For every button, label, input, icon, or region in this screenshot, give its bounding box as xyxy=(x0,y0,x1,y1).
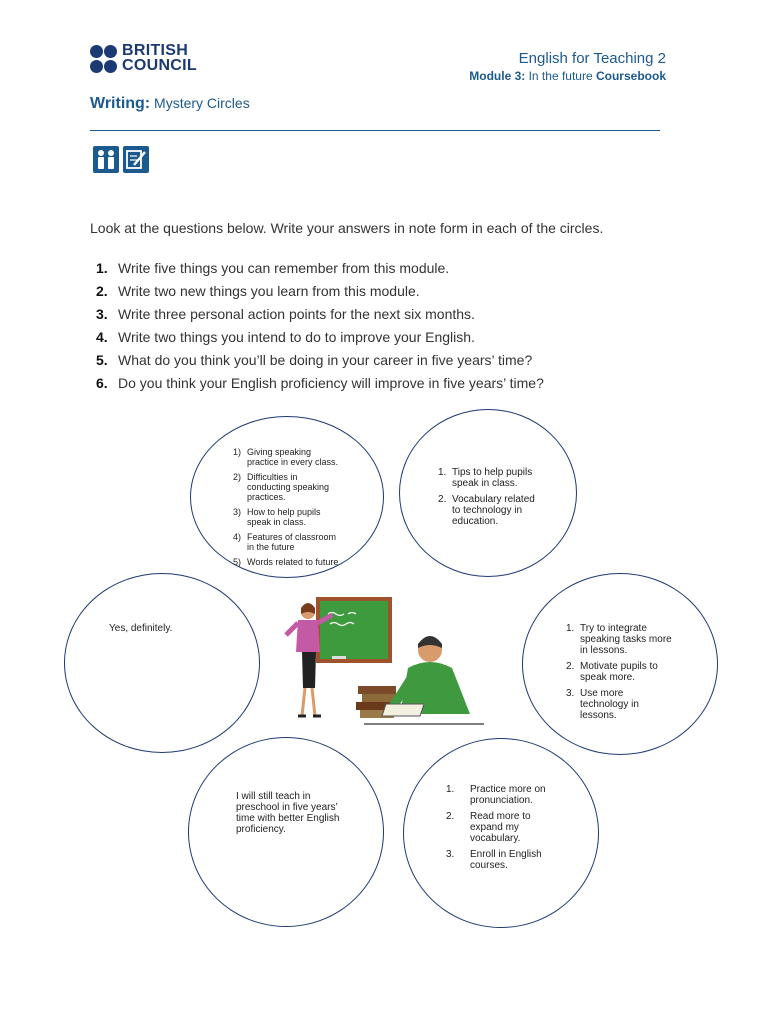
classroom-illustration xyxy=(278,590,488,730)
question-item xyxy=(96,351,544,374)
header-divider xyxy=(90,130,660,131)
question-item xyxy=(96,374,544,397)
question-number: 6. xyxy=(96,375,108,391)
answer-item: 1. Try to integrate speaking tasks more in lessons. xyxy=(566,623,672,656)
question-text: Write two new things you learn from this module. xyxy=(118,283,420,299)
course-title: English for Teaching 2 xyxy=(518,50,666,67)
answer-item: 1. Tips to help pupils speak in class. xyxy=(438,467,533,489)
page-title xyxy=(90,95,250,113)
chalkboard-icon xyxy=(316,597,392,663)
question-list xyxy=(96,259,544,397)
module-line xyxy=(469,68,666,84)
module-suffix: Coursebook xyxy=(595,69,666,83)
british-council-logo xyxy=(90,44,200,76)
question-text: Write two things you intend to do to improve your English. xyxy=(118,329,475,345)
question-item xyxy=(96,259,544,282)
header-course-info xyxy=(469,50,666,84)
circle-3-answer: Yes, definitely. xyxy=(109,623,173,634)
answer-item: 2. Vocabulary related to technology in education. xyxy=(438,494,535,527)
pair-work-icon xyxy=(93,146,119,173)
logo-dots-icon xyxy=(90,45,118,75)
logo-line-1: BRITISH xyxy=(122,42,189,59)
question-item xyxy=(96,328,544,351)
question-number: 5. xyxy=(96,352,108,368)
answer-item: 1. Practice more on pronunciation. xyxy=(446,784,546,806)
answer-item: 2. Read more to expand my vocabulary. xyxy=(446,811,531,844)
answer-item: 2. Motivate pupils to speak more. xyxy=(566,661,658,683)
question-number: 2. xyxy=(96,283,108,299)
module-title: In the future xyxy=(528,69,593,83)
answer-item: 3. Enroll in English courses. xyxy=(446,849,542,871)
answer-circle-3[interactable] xyxy=(64,573,260,753)
writing-task-icon xyxy=(123,146,149,173)
module-label: Module 3: xyxy=(469,69,526,83)
circle-5-answer: I will still teach in preschool in five years’ time with better English proficiency. xyxy=(236,791,340,835)
question-item xyxy=(96,282,544,305)
circle-4-answers xyxy=(566,623,672,726)
answer-item: 2) Difficulties in conducting speaking practices. xyxy=(233,472,330,502)
answer-item: 1) Giving speaking practice in every class. xyxy=(233,447,339,467)
question-text: What do you think you’ll be doing in your career in five years’ time? xyxy=(118,352,533,368)
title-label: Writing: xyxy=(90,95,151,112)
circle-6-answers xyxy=(446,784,554,876)
title-text: Mystery Circles xyxy=(154,95,250,111)
question-number: 3. xyxy=(96,306,108,322)
circle-2-answers xyxy=(438,467,544,532)
question-text: Write three personal action points for the next six months. xyxy=(118,306,475,322)
question-number: 4. xyxy=(96,329,108,345)
answer-item: 3) How to help pupils speak in class. xyxy=(233,507,321,527)
circle-1-answers xyxy=(233,447,343,572)
question-text: Do you think your English proficiency will improve in five years’ time? xyxy=(118,375,544,391)
question-number: 1. xyxy=(96,260,108,276)
logo-line-2: COUNCIL xyxy=(122,57,197,74)
question-item xyxy=(96,305,544,328)
answer-item: 4) Features of classroom in the future xyxy=(233,532,337,552)
instructions: Look at the questions below. Write your answers in note form in each of the circles. xyxy=(90,220,604,236)
answer-item: 3. Use more technology in lessons. xyxy=(566,688,639,721)
question-text: Write five things you can remember from this module. xyxy=(118,260,450,276)
answer-item: 5) Words related to future xyxy=(233,557,339,567)
